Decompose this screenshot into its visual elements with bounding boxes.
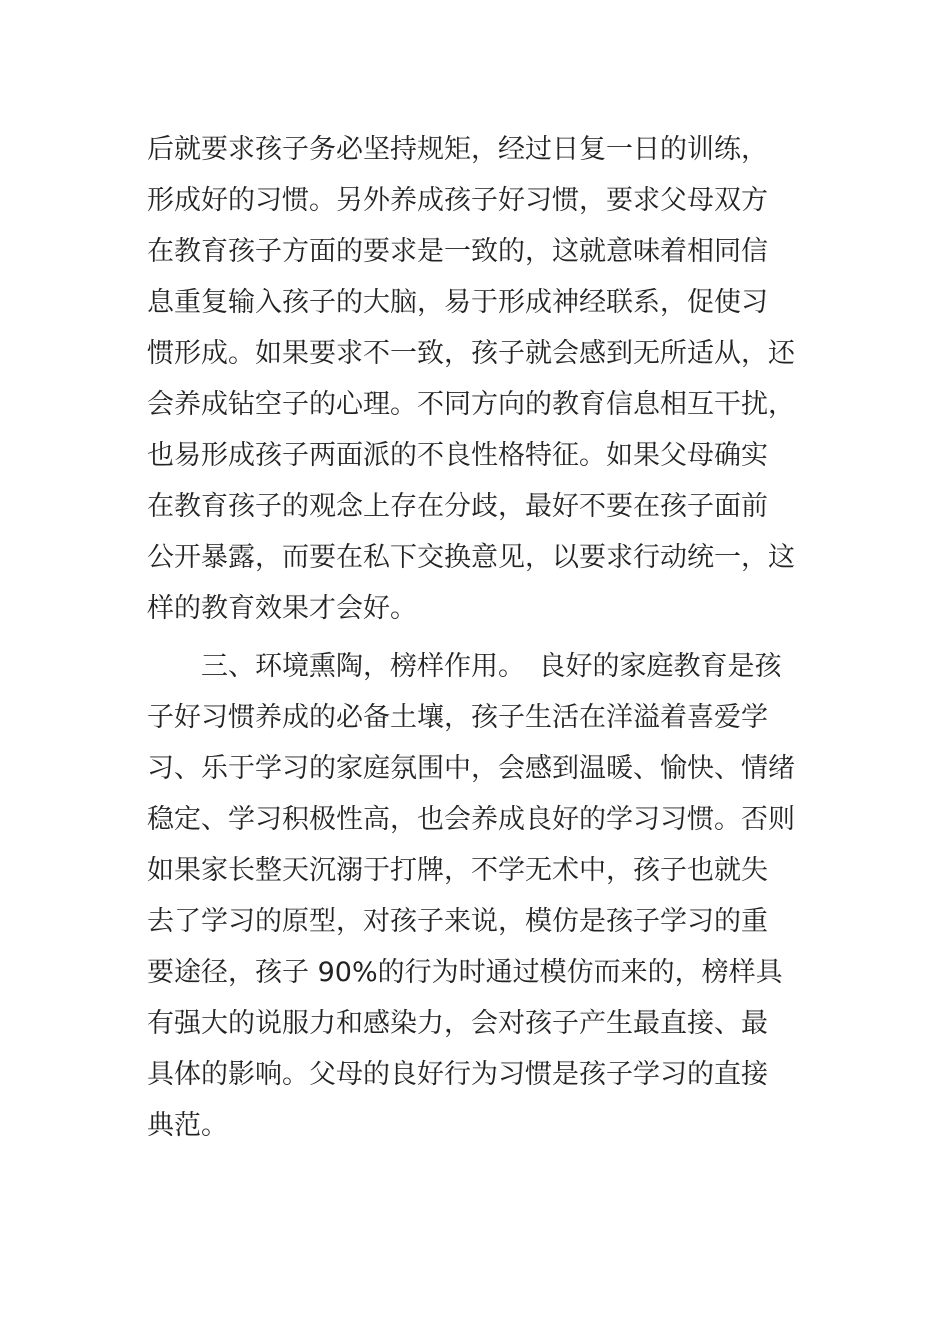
paragraph-line: 息重复输入孩子的大脑，易于形成神经联系，促使习 [147, 287, 768, 318]
paragraph-line: 子好习惯养成的必备土壤，孩子生活在洋溢着喜爱学 [147, 702, 768, 733]
paragraph-line: 稳定、学习积极性高，也会养成良好的学习习惯。否则 [147, 804, 795, 835]
paragraph-line: 形成好的习惯。另外养成孩子好习惯，要求父母双方 [147, 185, 768, 216]
paragraph-line: 后就要求孩子务必坚持规矩，经过日复一日的训练， [147, 134, 768, 165]
paragraph-line: 习、乐于学习的家庭氛围中，会感到温暖、愉快、情绪 [147, 753, 795, 784]
paragraph-line: 公开暴露，而要在私下交换意见，以要求行动统一，这 [147, 542, 795, 573]
paragraph-line: 样的教育效果才会好。 [147, 593, 417, 624]
paragraph-line: 如果家长整天沉溺于打牌，不学无术中，孩子也就失 [147, 855, 768, 886]
paragraph-line: 惯形成。如果要求不一致，孩子就会感到无所适从，还 [147, 338, 795, 369]
paragraph-line: 具体的影响。父母的良好行为习惯是孩子学习的直接 [147, 1059, 768, 1090]
paragraph-line: 也易形成孩子两面派的不良性格特征。如果父母确实 [147, 440, 768, 471]
paragraph-line: 在教育孩子的观念上存在分歧，最好不要在孩子面前 [147, 491, 768, 522]
paragraph-line: 在教育孩子方面的要求是一致的，这就意味着相同信 [147, 236, 768, 267]
paragraph-line: 去了学习的原型，对孩子来说，模仿是孩子学习的重 [147, 906, 768, 937]
paragraph-line: 要途径，孩子 90%的行为时通过模仿而来的，榜样具 [147, 957, 783, 988]
paragraph-line: 有强大的说服力和感染力，会对孩子产生最直接、最 [147, 1008, 768, 1039]
paragraph-line: 三、环境熏陶，榜样作用。 良好的家庭教育是孩 [147, 651, 782, 682]
paragraph-1 [147, 124, 827, 634]
paragraph-2 [147, 641, 827, 1151]
paragraph-line: 典范。 [147, 1110, 228, 1141]
paragraph-line: 会养成钻空子的心理。不同方向的教育信息相互干扰， [147, 389, 795, 420]
